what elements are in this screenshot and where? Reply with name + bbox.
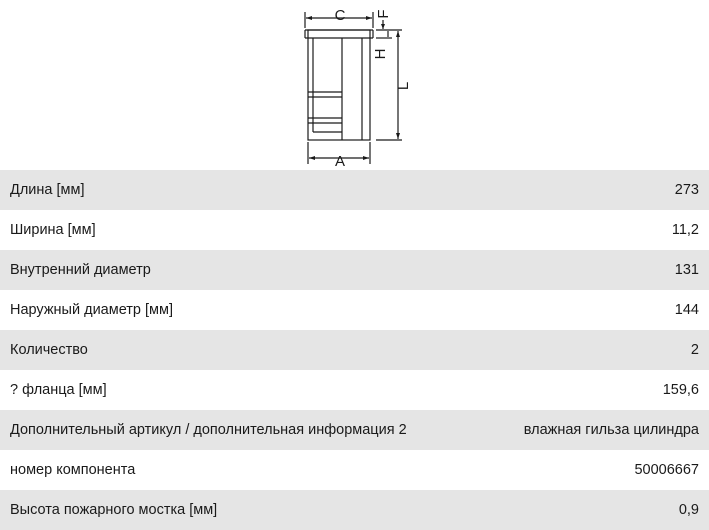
- spec-label: Длина [мм]: [10, 182, 85, 198]
- spec-value: 0,9: [678, 502, 699, 518]
- spec-row-flange: [0, 370, 709, 410]
- spec-label: Внутренний диаметр: [10, 262, 151, 278]
- spec-row-quantity: [0, 330, 709, 370]
- spec-value: 11,2: [671, 222, 699, 238]
- spec-label: ? фланца [мм]: [10, 382, 107, 398]
- spec-label: номер компонента: [10, 462, 136, 478]
- dimension-l-label: L: [395, 81, 412, 91]
- spec-row-fire-ring-height: [0, 490, 709, 530]
- spec-row-width: [0, 210, 709, 250]
- spec-value: 159,6: [662, 382, 699, 398]
- spec-label: Ширина [мм]: [10, 222, 96, 238]
- spec-value: 144: [674, 302, 699, 318]
- spec-value: влажная гильза цилиндра: [523, 422, 699, 438]
- spec-row-outer-diameter: [0, 290, 709, 330]
- spec-row-component-number: [0, 450, 709, 490]
- spec-label: Высота пожарного мостка [мм]: [10, 502, 218, 518]
- spec-label: Дополнительный артикул / дополнительная информация 2: [10, 422, 407, 438]
- spec-value: 2: [690, 342, 699, 358]
- dimension-f-label: F: [375, 9, 392, 19]
- dimension-h-label: H: [372, 48, 389, 60]
- technical-drawing: [0, 0, 709, 170]
- specs-table: [0, 170, 709, 530]
- spec-row-inner-diameter: [0, 250, 709, 290]
- dimension-c-label: C: [334, 7, 346, 24]
- spec-value: 273: [674, 182, 699, 198]
- spec-label: Количество: [10, 342, 88, 358]
- spec-label: Наружный диаметр [мм]: [10, 302, 174, 318]
- spec-value: 131: [674, 262, 699, 278]
- spec-row-length: [0, 170, 709, 210]
- cylinder-liner-drawing: [0, 0, 709, 170]
- spec-row-additional-info: [0, 410, 709, 450]
- spec-value: 50006667: [634, 462, 699, 478]
- dimension-a-label: A: [334, 153, 346, 170]
